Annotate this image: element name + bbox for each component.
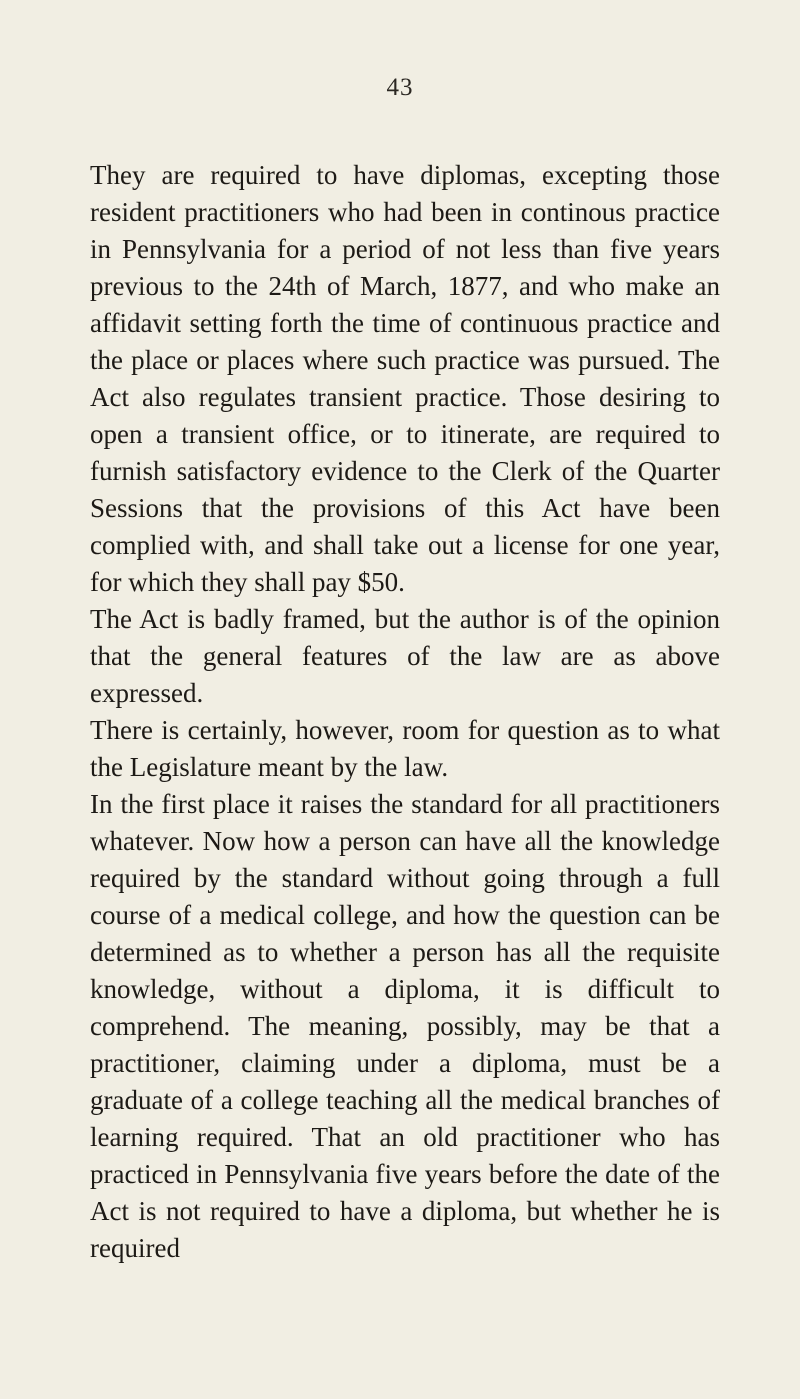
paragraph-diplomas: They are required to have diplomas, excepting those resident practitioners who had been in continous practice in Pennsylvania for a period of not less than five years previous to the 24th of March, 1877, and who make an affidavit setting forth the time of continuous practice and the place or places where such practice was pursued. The Act also regulates transient practice. Those desiring to open a transient office, or to itinerate, are required to furnish satisfactory evidence to the Clerk of the Quarter Sessions that the provisions of this Act have been complied with, and shall take out a license for one year, for which they shall pay $50. (90, 160, 720, 597)
paragraph-room-for-question: There is certainly, however, room for question as to what the Legislature meant by the law. (90, 715, 720, 782)
paragraph-act-badly-framed: The Act is badly framed, but the author is of the opinion that the general features of the law are as above expressed. (90, 604, 720, 708)
paragraph-standard: In the first place it raises the standard for all practitioners whatever. Now how a person can have all the knowledge required by the standard without going through a full course of a medical college, and how the question can be determined as to whether a person has all the requisite knowledge, without a diploma, it is difficult to comprehend. The meaning, possibly, may be that a practitioner, claiming under a diploma, must be a graduate of a college teaching all the medical branches of learning required. That an old practitioner who has practiced in Pennsylvania five years before the date of the Act is not required to have a diploma, but whether he is required (90, 789, 720, 1263)
page-number: 43 (386, 74, 414, 101)
body-text (90, 157, 720, 1267)
